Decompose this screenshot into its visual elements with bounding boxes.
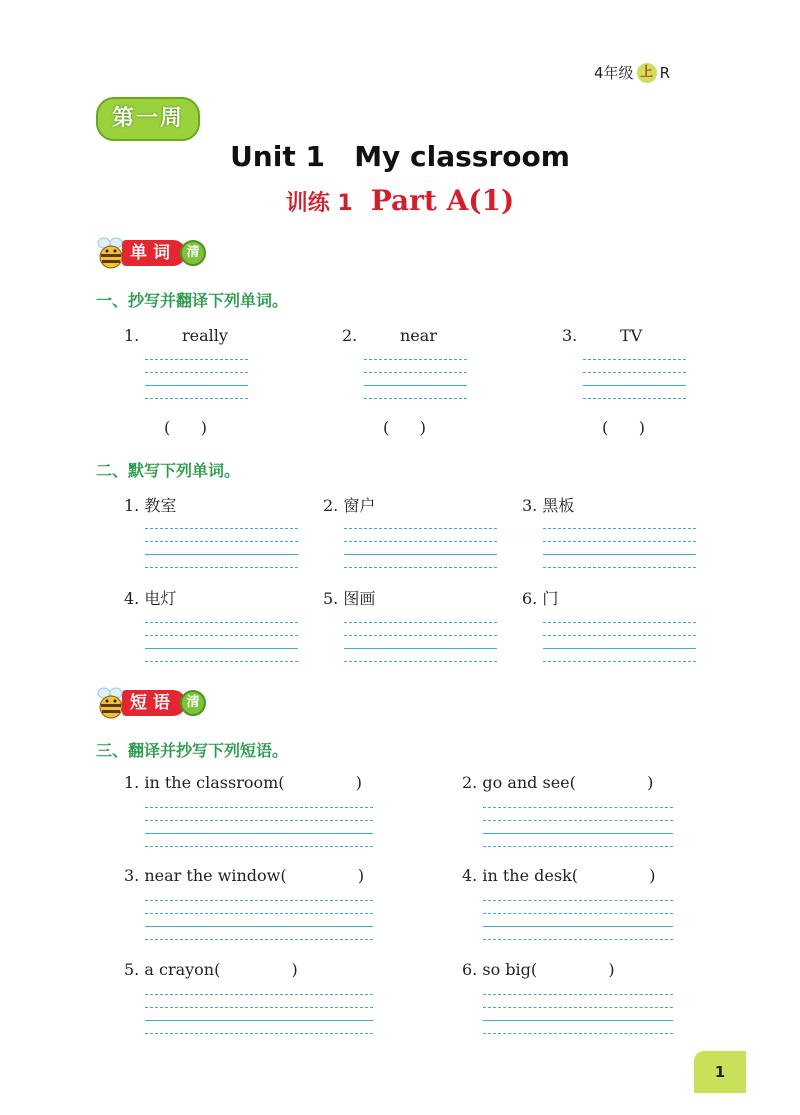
q1-item-2-num: 2. — [342, 326, 358, 345]
q3-heading: 三、翻译并抄写下列短语。 — [96, 741, 289, 760]
phrases-section-banner — [96, 686, 206, 720]
lesson-title — [0, 184, 800, 217]
bee-icon — [96, 237, 126, 269]
words-section-banner — [96, 236, 206, 270]
q3-writing-lines-3[interactable] — [145, 900, 373, 940]
grade-suffix: R — [659, 63, 670, 82]
q3-writing-lines-5[interactable] — [145, 994, 373, 1034]
phrases-banner-label: 短语 — [122, 690, 186, 716]
q2-writing-lines-2[interactable] — [344, 528, 497, 568]
words-banner-label: 单词 — [122, 240, 186, 266]
q3-item-3: 3. near the window( ) — [124, 866, 365, 885]
q2-heading: 二、默写下列单词。 — [96, 461, 241, 480]
bee-icon — [96, 687, 126, 719]
grade-label — [594, 62, 670, 83]
q2-writing-lines-6[interactable] — [543, 622, 696, 662]
q3-writing-lines-6[interactable] — [483, 994, 673, 1034]
q1-item-1-num: 1. — [124, 326, 140, 345]
q1-answer-paren-2[interactable]: ( ) — [383, 418, 426, 437]
q3-item-4: 4. in the desk( ) — [462, 866, 656, 885]
q1-answer-paren-3[interactable]: ( ) — [602, 418, 645, 437]
q3-item-6: 6. so big( ) — [462, 960, 615, 979]
q2-writing-lines-1[interactable] — [145, 528, 298, 568]
q3-item-2: 2. go and see( ) — [462, 773, 654, 792]
q2-writing-lines-5[interactable] — [344, 622, 497, 662]
q2-writing-lines-3[interactable] — [543, 528, 696, 568]
q1-item-1-word: really — [182, 326, 228, 345]
q2-item-5: 5. 图画 — [323, 589, 376, 608]
q1-item-3-word: TV — [620, 326, 643, 345]
q2-item-6: 6. 门 — [522, 589, 559, 608]
q1-item-2-word: near — [400, 326, 437, 345]
q2-item-1: 1. 教室 — [124, 496, 177, 515]
q1-writing-lines-1[interactable] — [145, 359, 248, 399]
clear-leaf-icon: 清 — [180, 240, 206, 266]
q1-answer-paren-1[interactable]: ( ) — [164, 418, 207, 437]
q2-item-2: 2. 窗户 — [323, 496, 376, 515]
q2-writing-lines-4[interactable] — [145, 622, 298, 662]
grade-prefix: 4年级 — [594, 64, 634, 82]
q2-item-4: 4. 电灯 — [124, 589, 177, 608]
week-badge: 第一周 — [96, 97, 200, 141]
q3-writing-lines-4[interactable] — [483, 900, 673, 940]
q3-writing-lines-1[interactable] — [145, 807, 373, 847]
q3-item-1: 1. in the classroom( ) — [124, 773, 362, 792]
clear-leaf-icon: 清 — [180, 690, 206, 716]
q1-writing-lines-3[interactable] — [583, 359, 686, 399]
page-number: 1 — [694, 1051, 746, 1093]
q1-heading: 一、抄写并翻译下列单词。 — [96, 291, 289, 310]
q3-writing-lines-2[interactable] — [483, 807, 673, 847]
q2-item-3: 3. 黑板 — [522, 496, 575, 515]
q3-item-5: 5. a crayon( ) — [124, 960, 298, 979]
grade-term-badge: 上 — [637, 63, 657, 83]
q1-item-3-num: 3. — [562, 326, 578, 345]
q1-writing-lines-2[interactable] — [364, 359, 467, 399]
lesson-title-zh: 训练 1 — [285, 191, 353, 216]
unit-title: Unit 1 My classroom — [230, 140, 570, 173]
lesson-title-en: Part A(1) — [370, 184, 515, 217]
